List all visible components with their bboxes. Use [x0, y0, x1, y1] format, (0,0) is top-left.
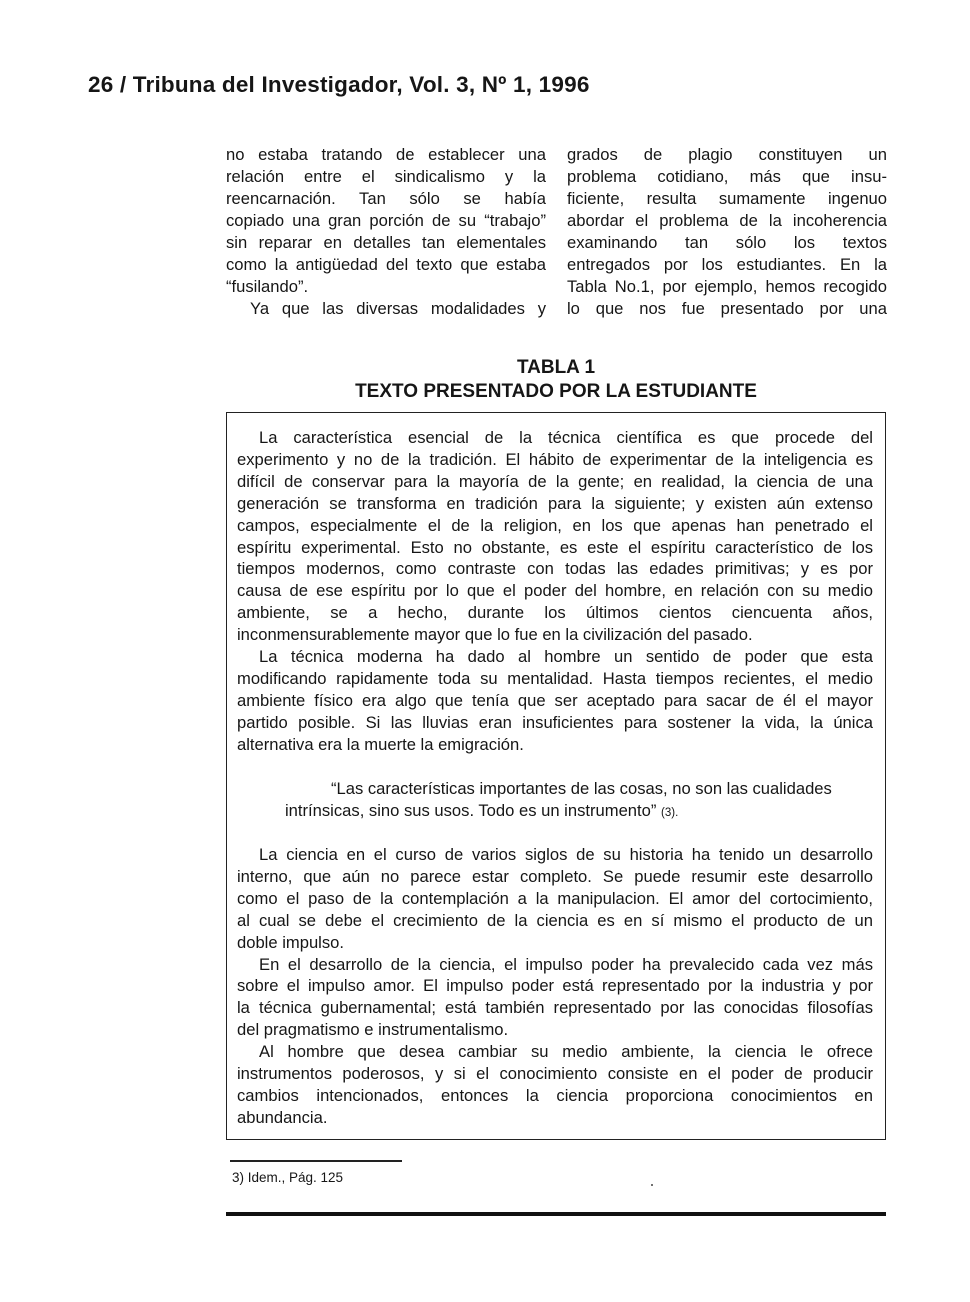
text-line: grados de plagio constituyen un — [567, 145, 887, 164]
footnote-rule — [230, 1160, 402, 1162]
text-line: sin reparar en detalles tan elementales — [226, 233, 546, 252]
text-line: la técnica gubernamental; está también representado por las conocidas filosofías — [237, 998, 873, 1018]
body-column-right — [567, 144, 887, 320]
quote-line: intrínsicas, sino sus usos. Todo es un instrumento” — [285, 800, 657, 820]
footnote: 3) Idem., Pág. 125 — [232, 1170, 344, 1185]
text-line: cambios intencionados, entonces la ciencia proporciona conocimientos en — [237, 1085, 873, 1105]
text-line: Ya que las diversas modalidades y — [250, 299, 546, 318]
text-line: examinando tan sólo los textos — [567, 233, 887, 252]
text-line: ambiente, se a hecho, durante los últimos cientos ciencuenta años, — [237, 603, 873, 623]
text-line: ficiente, resulta sumamente ingenuo — [567, 189, 887, 208]
text-line: modificando rapidamente toda su mentalidad. Hasta tiempos recientes, el medio — [237, 668, 873, 688]
text-line: experimento y no de la tradición. El hábito de experimentar de la inteligencia es — [237, 449, 873, 469]
text-line: En el desarrollo de la ciencia, el impulso poder ha prevalecido cada vez más — [259, 954, 873, 974]
text-line: La técnica moderna ha dado al hombre un sentido de poder que esta — [259, 647, 873, 667]
text-line: abordar el problema de la incoherencia — [567, 211, 887, 230]
text-line: problema cotidiano, más que insu- — [567, 167, 887, 186]
text-line: ambiente físico era algo que tenía que ser aceptado para sacar de él el mayor — [237, 690, 873, 710]
text-line: relación entre el sindicalismo y la — [226, 167, 546, 186]
text-line: La característica esencial de la técnica científica es que procede del — [259, 428, 873, 447]
body-column-left — [226, 144, 546, 320]
citation-ref: (3). — [661, 806, 679, 819]
quote-line-wrap — [285, 800, 845, 825]
text-line: difícil de conservar para la mayoría de la gente; en realidad, la ciencia de una — [237, 471, 873, 491]
table-caption: TEXTO PRESENTADO POR LA ESTUDIANTE — [355, 381, 757, 402]
table-box — [226, 412, 886, 1140]
text-line: “fusilando”. — [226, 277, 309, 296]
block-quote — [285, 778, 845, 825]
text-line: inconmensurablemente mayor que lo fue en la civilización del pasado. — [237, 625, 753, 645]
text-line: generación se transforma en tradición para la siguiente; y existen aún extenso — [237, 493, 873, 513]
text-line: partido posible. Si las lluvias eran insuficientes para sostener la vida, la única — [237, 712, 873, 732]
text-line: campos, especialmente el de la religion, en los que apenas han penetrado el — [237, 515, 873, 535]
text-line: del pragmatismo e instrumentalismo. — [237, 1020, 509, 1040]
text-line: interno, que aún no parece estar completo. Se puede resumir este desarrollo — [237, 866, 873, 886]
text-line: La ciencia en el curso de varios siglos de su historia ha tenido un desarrollo — [259, 845, 873, 864]
text-line: lo que nos fue presentado por una — [567, 299, 887, 318]
text-line: como el paso de la contemplación a la manipulacion. El amor del cortocimiento, — [237, 888, 873, 908]
running-header: 26 / Tribuna del Investigador, Vol. 3, Nº 1, 1996 — [88, 72, 590, 97]
table-label: TABLA 1 — [516, 357, 596, 378]
text-line: Tabla No.1, por ejemplo, hemos recogido — [567, 277, 887, 296]
text-line: reencarnación. Tan sólo se había — [226, 189, 546, 208]
text-line: copiado una gran porción de su “trabajo” — [226, 211, 546, 230]
table-text-block-1 — [237, 427, 873, 756]
text-line: entregados por los estudiantes. En la — [567, 255, 887, 274]
scan-speck — [651, 1184, 653, 1186]
text-line: como la antigüedad del texto que estaba — [226, 255, 546, 274]
text-line: espíritu experimental. Esto no obstante, es este el espíritu característico de los — [237, 537, 873, 557]
text-line: abundancia. — [237, 1107, 328, 1127]
text-line: no estaba tratando de establecer una — [226, 145, 546, 164]
quote-line: “Las características importantes de las cosas, no son las cualidades — [331, 779, 832, 798]
table-text-block-2 — [237, 844, 873, 1129]
text-line: causa de ese espíritu por lo que el poder del hombre, en relación con su medio — [237, 581, 873, 601]
text-line: Al hombre que desea cambiar su medio ambiente, la ciencia le ofrece — [259, 1042, 873, 1062]
text-line: sobre el impulso amor. El impulso poder está representado por la industria y por — [237, 976, 873, 996]
page-bottom-rule — [226, 1212, 886, 1216]
text-line: alternativa era la muerte la emigración. — [237, 734, 524, 754]
text-line: doble impulso. — [237, 932, 345, 952]
text-line: al cual se debe el crecimiento de la ciencia es en sí mismo el producto de un — [237, 910, 873, 930]
text-line: tiempos modernos, como contraste con todas las edades primitivas; y es por — [237, 559, 873, 579]
text-line: instrumentos poderosos, y si el conocimiento consiste en el poder de producir — [237, 1064, 873, 1084]
